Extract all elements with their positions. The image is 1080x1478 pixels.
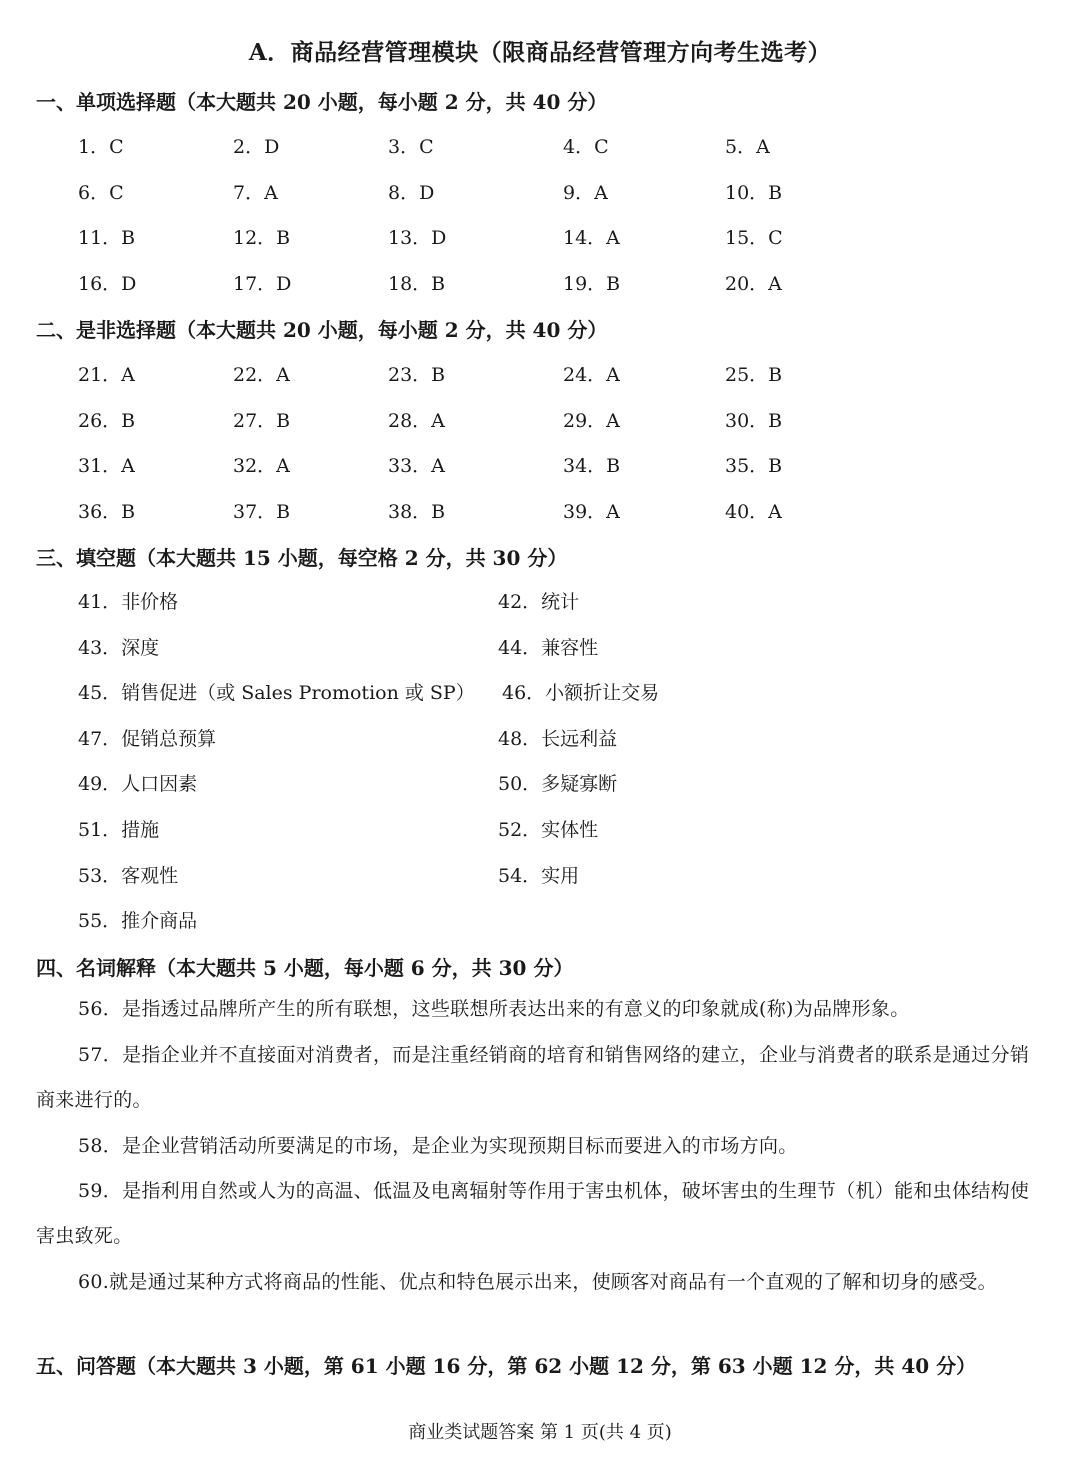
- answer-item: 55．推介商品: [78, 910, 198, 933]
- answer-item: 7．A: [233, 181, 278, 204]
- answer-item: 11．B: [78, 227, 136, 249]
- answer-item: 37．B: [233, 500, 291, 523]
- answer-item: 13．D: [388, 227, 447, 249]
- answer-item: 41．非价格: [78, 591, 179, 613]
- answer-item: 5．A: [725, 136, 770, 158]
- answer-item: 21．A: [78, 364, 135, 386]
- answer-item: 1．C: [78, 136, 124, 158]
- answer-item: 12．B: [233, 227, 291, 249]
- section-heading-5: 五、问答题（本大题共 3 小题，第 61 小题 16 分，第 62 小题 12 分，第 63 小题 12 分，共 40 分）: [36, 1354, 977, 1378]
- answer-item: 40．A: [725, 500, 782, 523]
- section-heading-3: 三、填空题（本大题共 15 小题，每空格 2 分，共 30 分）: [36, 546, 568, 570]
- answer-item: 32．A: [233, 455, 290, 477]
- answer-item: 53．客观性: [78, 864, 179, 887]
- answer-item: 45．销售促进（或 Sales Promotion 或 SP）: [78, 682, 475, 705]
- term-answer-58: 58．是企业营销活动所要满足的市场，是企业为实现预期目标而要进入的市场方向。: [78, 1135, 798, 1157]
- answer-item: 51．措施: [78, 819, 160, 841]
- answer-item: 30．B: [725, 409, 783, 432]
- answer-item: 4．C: [563, 136, 609, 158]
- answer-item: 25．B: [725, 364, 783, 386]
- answer-item: 23．B: [388, 364, 446, 386]
- answer-item: 50．多疑寡断: [498, 773, 618, 796]
- section-heading-4: 四、名词解释（本大题共 5 小题，每小题 6 分，共 30 分）: [36, 956, 574, 980]
- answer-item: 54．实用: [498, 864, 580, 887]
- answer-item: 46．小额折让交易: [502, 682, 660, 705]
- answer-item: 43．深度: [78, 636, 160, 659]
- answer-item: 18．B: [388, 272, 446, 295]
- answer-item: 36．B: [78, 500, 136, 523]
- answer-item: 9．A: [563, 181, 608, 204]
- answer-item: 35．B: [725, 455, 783, 477]
- answer-item: 22．A: [233, 364, 290, 386]
- answer-item: 34．B: [563, 455, 621, 477]
- term-answer-57: 57．是指企业并不直接面对消费者，而是注重经销商的培育和销售网络的建立，企业与消费者的联系是通过分销商来进行的。: [36, 1044, 1030, 1111]
- answer-item: 24．A: [563, 364, 620, 386]
- answer-item: 19．B: [563, 272, 621, 295]
- section-heading-1: 一、单项选择题（本大题共 20 小题，每小题 2 分，共 40 分）: [36, 90, 608, 114]
- answer-item: 48．长远利益: [498, 727, 618, 750]
- answer-item: 16．D: [78, 272, 137, 295]
- answer-item: 8．D: [388, 181, 435, 204]
- page-footer: 商业类试题答案 第 1 页(共 4 页): [408, 1422, 672, 1443]
- term-answer-56: 56．是指透过品牌所产生的所有联想，这些联想所表达出来的有意义的印象就成(称)为品牌形象。: [78, 998, 910, 1020]
- answer-item: 39．A: [563, 500, 620, 523]
- answer-item: 6．C: [78, 181, 124, 204]
- answer-item: 3．C: [388, 136, 434, 158]
- answer-item: 47．促销总预算: [78, 727, 217, 750]
- answer-item: 17．D: [233, 272, 292, 295]
- answer-item: 52．实体性: [498, 819, 599, 841]
- answer-item: 27．B: [233, 409, 291, 432]
- answer-item: 20．A: [725, 272, 782, 295]
- answer-item: 33．A: [388, 455, 445, 477]
- answer-item: 44．兼容性: [498, 636, 599, 659]
- answer-item: 28．A: [388, 409, 445, 432]
- page-title: A．商品经营管理模块（限商品经营管理方向考生选考）: [248, 39, 832, 66]
- answer-item: 29．A: [563, 409, 620, 432]
- answer-item: 49．人口因素: [78, 773, 198, 796]
- answer-item: 10．B: [725, 181, 783, 204]
- term-answer-59: 59．是指利用自然或人为的高温、低温及电离辐射等作用于害虫机体，破坏害虫的生理节（机）能和虫体结构使害虫致死。: [36, 1180, 1030, 1247]
- section-heading-2: 二、是非选择题（本大题共 20 小题，每小题 2 分，共 40 分）: [36, 318, 608, 342]
- answer-item: 42．统计: [498, 591, 580, 613]
- answer-item: 38．B: [388, 500, 446, 523]
- answer-item: 2．D: [233, 136, 280, 158]
- answer-item: 26．B: [78, 409, 136, 432]
- answer-item: 14．A: [563, 227, 620, 249]
- answer-item: 15．C: [725, 227, 783, 249]
- answer-item: 31．A: [78, 455, 135, 477]
- term-answer-60: 60.就是通过某种方式将商品的性能、优点和特色展示出来，使顾客对商品有一个直观的了解和切身的感受。: [78, 1271, 997, 1293]
